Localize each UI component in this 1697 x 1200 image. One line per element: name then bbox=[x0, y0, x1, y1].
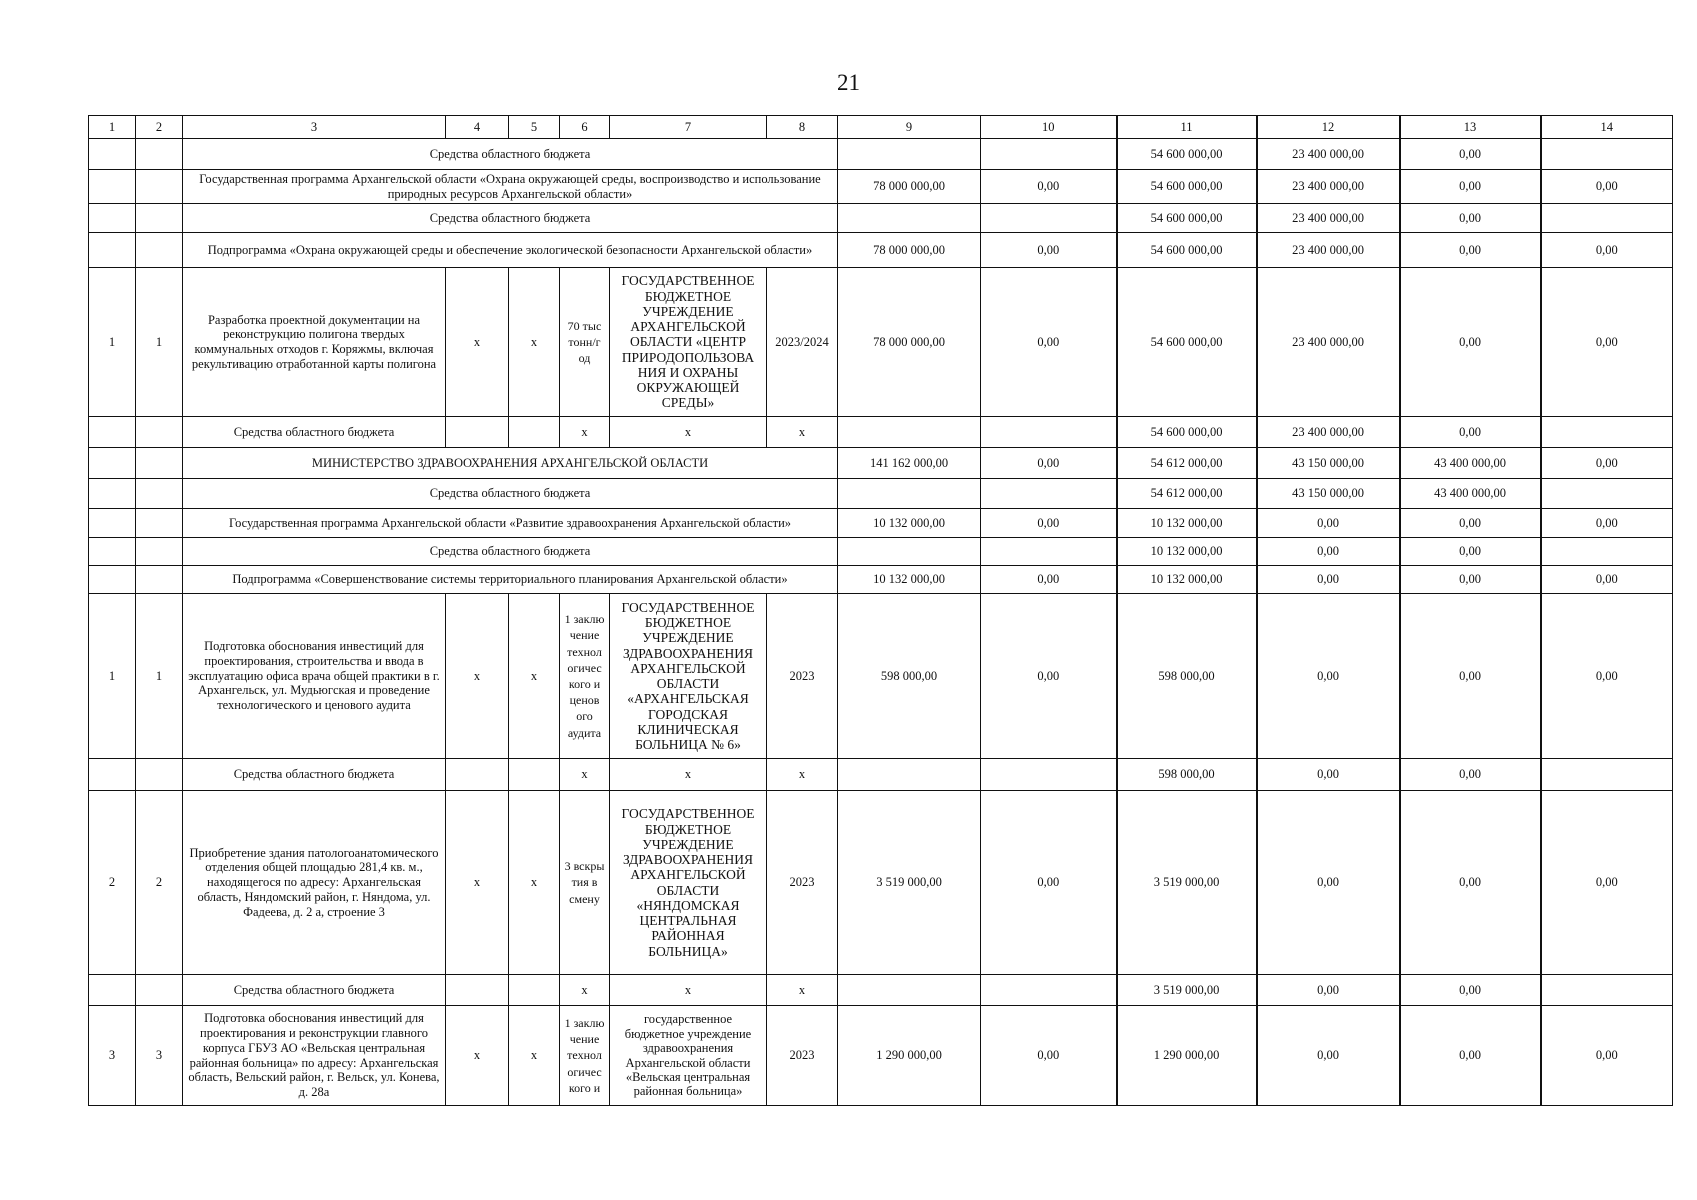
budget-table bbox=[88, 115, 1673, 1106]
amount-cell: 0,00 bbox=[1400, 509, 1541, 538]
organization-cell: ГОСУДАРСТВЕННОЕ БЮДЖЕТНОЕ УЧРЕЖДЕНИЕ ЗДРАВООХРАНЕНИЯ АРХАНГЕЛЬСКОЙ ОБЛАСТИ «НЯНДОМСКАЯ ЦЕНТРАЛЬНАЯ РАЙОННАЯ БОЛЬНИЦА» bbox=[610, 791, 767, 975]
row-number: 3 bbox=[89, 1006, 136, 1106]
cell-x: х bbox=[767, 975, 838, 1006]
amount-cell: 54 612 000,00 bbox=[1117, 448, 1257, 479]
amount-cell: 43 400 000,00 bbox=[1400, 479, 1541, 509]
amount-cell: 54 600 000,00 bbox=[1117, 170, 1257, 204]
funding-source-row bbox=[89, 204, 1673, 233]
header-cell: 4 bbox=[446, 116, 509, 139]
program-row bbox=[89, 566, 1673, 594]
amount-cell: 1 290 000,00 bbox=[838, 1006, 981, 1106]
amount-cell: 0,00 bbox=[1257, 1006, 1400, 1106]
amount-cell: 43 150 000,00 bbox=[1257, 448, 1400, 479]
header-cell: 2 bbox=[136, 116, 183, 139]
amount-cell: 23 400 000,00 bbox=[1257, 204, 1400, 233]
year-cell: 2023 bbox=[767, 594, 838, 759]
amount-cell: 0,00 bbox=[981, 509, 1117, 538]
amount-cell: 0,00 bbox=[1400, 594, 1541, 759]
funding-source-row bbox=[89, 139, 1673, 170]
project-name: Разработка проектной документации на реконструкцию полигона твердых коммунальных отходов г. Коряжмы, включая рекультивацию отработанной карты полигона bbox=[183, 268, 446, 417]
cell-x: х bbox=[767, 417, 838, 448]
amount-cell: 10 132 000,00 bbox=[838, 509, 981, 538]
page-number: 21 bbox=[837, 70, 860, 95]
header-cell: 8 bbox=[767, 116, 838, 139]
amount-cell: 0,00 bbox=[981, 170, 1117, 204]
amount-cell: 0,00 bbox=[1400, 759, 1541, 791]
program-row bbox=[89, 233, 1673, 268]
amount-cell: 54 600 000,00 bbox=[1117, 233, 1257, 268]
header-cell: 10 bbox=[981, 116, 1117, 139]
project-name: Подготовка обоснования инвестиций для проектирования, строительства и ввода в эксплуатацию офиса врача общей практики в г. Архангельск, ул. Мудьюгская и проведение технологического и ценового аудита bbox=[183, 594, 446, 759]
capacity-cell: 70 тыс тонн/г од bbox=[560, 268, 610, 417]
capacity-cell: 1 заклю чение технол огичес кого и bbox=[560, 1006, 610, 1106]
amount-cell: 0,00 bbox=[981, 1006, 1117, 1106]
funding-source-row bbox=[89, 975, 1673, 1006]
year-cell: 2023/2024 bbox=[767, 268, 838, 417]
amount-cell: 0,00 bbox=[1541, 566, 1673, 594]
funding-source-row bbox=[89, 538, 1673, 566]
amount-cell: 10 132 000,00 bbox=[1117, 566, 1257, 594]
amount-cell: 3 519 000,00 bbox=[1117, 791, 1257, 975]
amount-cell: 0,00 bbox=[1400, 566, 1541, 594]
amount-cell: 0,00 bbox=[1257, 759, 1400, 791]
amount-cell: 43 400 000,00 bbox=[1400, 448, 1541, 479]
amount-cell: 3 519 000,00 bbox=[838, 791, 981, 975]
funding-source-label: Средства областного бюджета bbox=[183, 538, 838, 566]
amount-cell: 23 400 000,00 bbox=[1257, 170, 1400, 204]
amount-cell: 3 519 000,00 bbox=[1117, 975, 1257, 1006]
row-number: 1 bbox=[89, 594, 136, 759]
funding-source-row bbox=[89, 417, 1673, 448]
capacity-cell: 3 вскры тия в смену bbox=[560, 791, 610, 975]
project-row bbox=[89, 268, 1673, 417]
cell-x: х bbox=[446, 1006, 509, 1106]
program-title: Государственная программа Архангельской области «Развитие здравоохранения Архангельской области» bbox=[183, 509, 838, 538]
amount-cell: 54 600 000,00 bbox=[1117, 139, 1257, 170]
amount-cell: 0,00 bbox=[1400, 791, 1541, 975]
amount-cell: 10 132 000,00 bbox=[1117, 538, 1257, 566]
row-subnumber: 1 bbox=[136, 594, 183, 759]
cell-x: х bbox=[767, 759, 838, 791]
amount-cell: 54 600 000,00 bbox=[1117, 204, 1257, 233]
cell-x: х bbox=[509, 1006, 560, 1106]
amount-cell: 23 400 000,00 bbox=[1257, 268, 1400, 417]
amount-cell: 0,00 bbox=[1541, 233, 1673, 268]
project-row bbox=[89, 594, 1673, 759]
amount-cell: 78 000 000,00 bbox=[838, 233, 981, 268]
project-row bbox=[89, 1006, 1673, 1106]
amount-cell: 0,00 bbox=[1257, 791, 1400, 975]
program-title: Подпрограмма «Охрана окружающей среды и обеспечение экологической безопасности Архангельской области» bbox=[183, 233, 838, 268]
amount-cell: 598 000,00 bbox=[1117, 594, 1257, 759]
amount-cell: 0,00 bbox=[981, 594, 1117, 759]
program-row bbox=[89, 170, 1673, 204]
amount-cell: 0,00 bbox=[1400, 204, 1541, 233]
row-number: 2 bbox=[89, 791, 136, 975]
amount-cell: 23 400 000,00 bbox=[1257, 139, 1400, 170]
amount-cell: 23 400 000,00 bbox=[1257, 417, 1400, 448]
amount-cell: 54 600 000,00 bbox=[1117, 268, 1257, 417]
year-cell: 2023 bbox=[767, 791, 838, 975]
cell-x: х bbox=[610, 975, 767, 1006]
amount-cell: 78 000 000,00 bbox=[838, 170, 981, 204]
amount-cell: 0,00 bbox=[1257, 594, 1400, 759]
amount-cell: 0,00 bbox=[1400, 139, 1541, 170]
amount-cell: 0,00 bbox=[1541, 791, 1673, 975]
organization-cell: государственное бюджетное учреждение здравоохранения Архангельской области «Вельская центральная районная больница» bbox=[610, 1006, 767, 1106]
header-row bbox=[89, 116, 1673, 139]
cell-x: х bbox=[509, 791, 560, 975]
amount-cell: 0,00 bbox=[1400, 417, 1541, 448]
funding-source-label: Средства областного бюджета bbox=[183, 417, 446, 448]
amount-cell: 43 150 000,00 bbox=[1257, 479, 1400, 509]
program-title: Подпрограмма «Совершенствование системы территориального планирования Архангельской области» bbox=[183, 566, 838, 594]
row-subnumber: 2 bbox=[136, 791, 183, 975]
cell-x: х bbox=[560, 417, 610, 448]
header-cell: 9 bbox=[838, 116, 981, 139]
amount-cell: 0,00 bbox=[1541, 448, 1673, 479]
ministry-row bbox=[89, 448, 1673, 479]
funding-source-row bbox=[89, 479, 1673, 509]
program-row bbox=[89, 509, 1673, 538]
project-name: Подготовка обоснования инвестиций для проектирования и реконструкции главного корпуса ГБУЗ АО «Вельская центральная районная больница» по адресу: Архангельская область, Вельский район, г. Вельск, ул. Конева, д. 28а bbox=[183, 1006, 446, 1106]
cell-x: х bbox=[560, 975, 610, 1006]
amount-cell: 0,00 bbox=[981, 268, 1117, 417]
header-cell: 5 bbox=[509, 116, 560, 139]
amount-cell: 0,00 bbox=[1400, 975, 1541, 1006]
amount-cell: 78 000 000,00 bbox=[838, 268, 981, 417]
funding-source-label: Средства областного бюджета bbox=[183, 975, 446, 1006]
header-cell: 11 bbox=[1117, 116, 1257, 139]
amount-cell: 0,00 bbox=[981, 791, 1117, 975]
project-name: Приобретение здания патологоанатомического отделения общей площадью 281,4 кв. м., находящегося по адресу: Архангельская область, Няндомский район, г. Няндома, ул. Фадеева, д. 2 а, строение 3 bbox=[183, 791, 446, 975]
amount-cell: 54 600 000,00 bbox=[1117, 417, 1257, 448]
funding-source-label: Средства областного бюджета bbox=[183, 759, 446, 791]
organization-cell: ГОСУДАРСТВЕННОЕ БЮДЖЕТНОЕ УЧРЕЖДЕНИЕ АРХАНГЕЛЬСКОЙ ОБЛАСТИ «ЦЕНТР ПРИРОДОПОЛЬЗОВА НИЯ И ОХРАНЫ ОКРУЖАЮЩЕЙ СРЕДЫ» bbox=[610, 268, 767, 417]
amount-cell: 0,00 bbox=[1257, 538, 1400, 566]
cell-x: х bbox=[560, 759, 610, 791]
row-subnumber: 1 bbox=[136, 268, 183, 417]
cell-x: х bbox=[610, 417, 767, 448]
amount-cell: 10 132 000,00 bbox=[838, 566, 981, 594]
header-cell: 6 bbox=[560, 116, 610, 139]
cell-x: х bbox=[509, 268, 560, 417]
amount-cell: 0,00 bbox=[1541, 170, 1673, 204]
header-cell: 3 bbox=[183, 116, 446, 139]
funding-source-label: Средства областного бюджета bbox=[183, 479, 838, 509]
capacity-cell: 1 заклю чение технол огичес кого и ценов ого аудита bbox=[560, 594, 610, 759]
amount-cell: 0,00 bbox=[1541, 509, 1673, 538]
amount-cell: 0,00 bbox=[1257, 975, 1400, 1006]
header-cell: 1 bbox=[89, 116, 136, 139]
header-cell: 13 bbox=[1400, 116, 1541, 139]
amount-cell: 0,00 bbox=[1257, 509, 1400, 538]
amount-cell: 0,00 bbox=[981, 566, 1117, 594]
amount-cell: 0,00 bbox=[1400, 233, 1541, 268]
amount-cell: 0,00 bbox=[1400, 1006, 1541, 1106]
project-row bbox=[89, 791, 1673, 975]
amount-cell: 598 000,00 bbox=[1117, 759, 1257, 791]
year-cell: 2023 bbox=[767, 1006, 838, 1106]
amount-cell: 1 290 000,00 bbox=[1117, 1006, 1257, 1106]
header-cell: 7 bbox=[610, 116, 767, 139]
amount-cell: 141 162 000,00 bbox=[838, 448, 981, 479]
cell-x: х bbox=[446, 594, 509, 759]
amount-cell: 10 132 000,00 bbox=[1117, 509, 1257, 538]
header-cell: 14 bbox=[1541, 116, 1673, 139]
funding-source-row bbox=[89, 759, 1673, 791]
cell-x: х bbox=[610, 759, 767, 791]
funding-source-label: Средства областного бюджета bbox=[183, 204, 838, 233]
header-cell: 12 bbox=[1257, 116, 1400, 139]
program-title: Государственная программа Архангельской области «Охрана окружающей среды, воспроизводство и использование природных ресурсов Архангельской области» bbox=[183, 170, 838, 204]
amount-cell: 0,00 bbox=[1400, 170, 1541, 204]
amount-cell: 0,00 bbox=[1400, 268, 1541, 417]
amount-cell: 0,00 bbox=[1400, 538, 1541, 566]
amount-cell: 0,00 bbox=[981, 448, 1117, 479]
cell-x: х bbox=[446, 268, 509, 417]
amount-cell: 598 000,00 bbox=[838, 594, 981, 759]
amount-cell: 0,00 bbox=[1541, 268, 1673, 417]
ministry-title: МИНИСТЕРСТВО ЗДРАВООХРАНЕНИЯ АРХАНГЕЛЬСКОЙ ОБЛАСТИ bbox=[183, 448, 838, 479]
organization-cell: ГОСУДАРСТВЕННОЕ БЮДЖЕТНОЕ УЧРЕЖДЕНИЕ ЗДРАВООХРАНЕНИЯ АРХАНГЕЛЬСКОЙ ОБЛАСТИ «АРХАНГЕЛЬСКАЯ ГОРОДСКАЯ КЛИНИЧЕСКАЯ БОЛЬНИЦА № 6» bbox=[610, 594, 767, 759]
amount-cell: 0,00 bbox=[1541, 594, 1673, 759]
amount-cell: 0,00 bbox=[981, 233, 1117, 268]
cell-x: х bbox=[509, 594, 560, 759]
amount-cell: 0,00 bbox=[1541, 1006, 1673, 1106]
amount-cell: 23 400 000,00 bbox=[1257, 233, 1400, 268]
cell-x: х bbox=[446, 791, 509, 975]
funding-source-label: Средства областного бюджета bbox=[183, 139, 838, 170]
amount-cell: 54 612 000,00 bbox=[1117, 479, 1257, 509]
row-subnumber: 3 bbox=[136, 1006, 183, 1106]
amount-cell: 0,00 bbox=[1257, 566, 1400, 594]
row-number: 1 bbox=[89, 268, 136, 417]
